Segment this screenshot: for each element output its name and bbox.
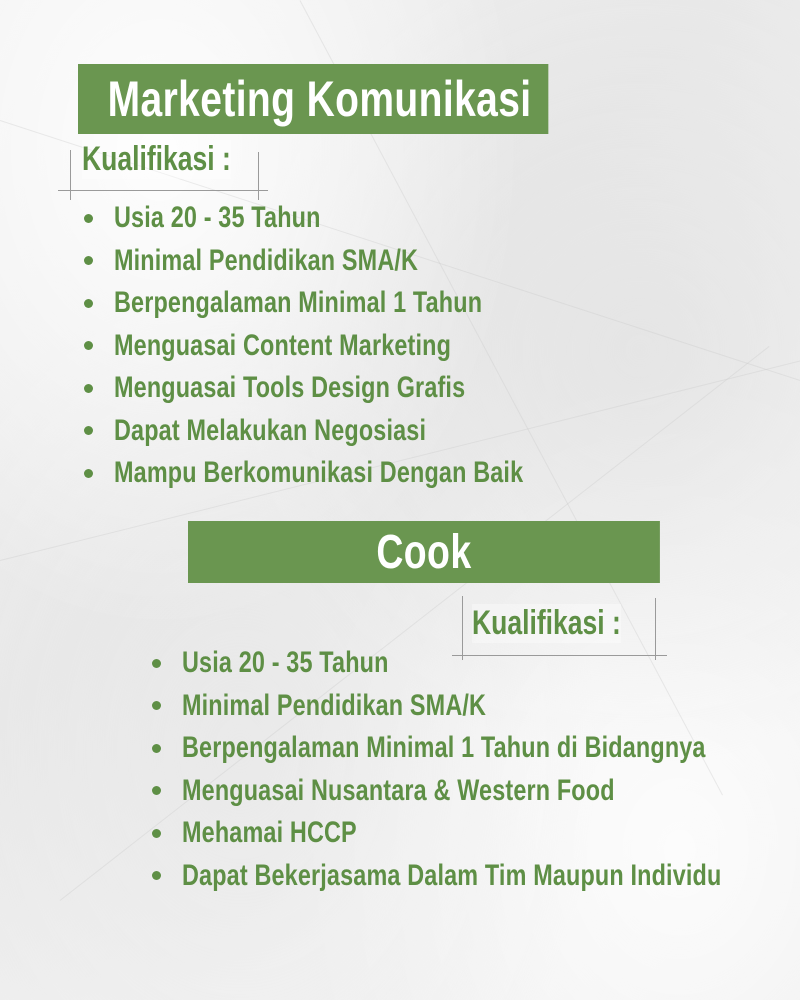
bullet-icon	[152, 659, 161, 668]
cook-title: Cook	[376, 525, 472, 579]
qualification-text: Minimal Pendidikan SMA/K	[182, 688, 487, 722]
qualification-text: Menguasai Content Marketing	[114, 328, 452, 362]
list-item	[152, 642, 800, 685]
qualification-text: Menguasai Nusantara & Western Food	[182, 773, 615, 807]
list-item	[84, 367, 639, 410]
kualifikasi-underline	[58, 190, 268, 191]
qualification-text: Dapat Bekerjasama Dalam Tim Maupun Individu	[182, 858, 722, 892]
cook-kualifikasi-label: Kualifikasi :	[472, 604, 621, 642]
bullet-icon	[152, 786, 161, 795]
bullet-icon	[84, 214, 93, 223]
marketing-title: Marketing Komunikasi	[107, 71, 532, 127]
bullet-icon	[84, 469, 93, 478]
list-item	[84, 240, 639, 283]
marketing-kualifikasi-label: Kualifikasi :	[82, 140, 231, 178]
bullet-icon	[84, 256, 93, 265]
qualification-text: Usia 20 - 35 Tahun	[182, 646, 389, 680]
list-item	[152, 812, 800, 855]
list-item	[84, 197, 639, 240]
list-item	[84, 452, 639, 495]
kualifikasi-bracket	[258, 152, 259, 200]
qualification-text: Dapat Melakukan Negosiasi	[114, 413, 427, 447]
qualification-text: Menguasai Tools Design Grafis	[114, 371, 466, 405]
qualification-text: Minimal Pendidikan SMA/K	[114, 243, 419, 277]
qualification-text: Usia 20 - 35 Tahun	[114, 201, 321, 235]
marketing-title-banner	[78, 64, 548, 134]
list-item	[152, 770, 800, 813]
bullet-icon	[84, 341, 93, 350]
list-item	[152, 727, 800, 770]
list-item	[84, 282, 639, 325]
bullet-icon	[152, 701, 161, 710]
kualifikasi-bracket	[70, 150, 71, 200]
qualification-text: Mehamai HCCP	[182, 816, 357, 850]
bullet-icon	[84, 384, 93, 393]
qualification-text: Mampu Berkomunikasi Dengan Baik	[114, 456, 524, 490]
bullet-icon	[152, 829, 161, 838]
bullet-icon	[84, 426, 93, 435]
qualification-text: Berpengalaman Minimal 1 Tahun	[114, 286, 483, 320]
qualification-text: Berpengalaman Minimal 1 Tahun di Bidangnya	[182, 731, 706, 765]
list-item	[84, 325, 639, 368]
bullet-icon	[152, 871, 161, 880]
list-item	[152, 685, 800, 728]
cook-qualification-list	[152, 642, 800, 897]
list-item	[152, 855, 800, 898]
bullet-icon	[152, 744, 161, 753]
bullet-icon	[84, 299, 93, 308]
marketing-qualification-list	[84, 197, 639, 495]
list-item	[84, 410, 639, 453]
cook-title-banner	[188, 521, 660, 583]
